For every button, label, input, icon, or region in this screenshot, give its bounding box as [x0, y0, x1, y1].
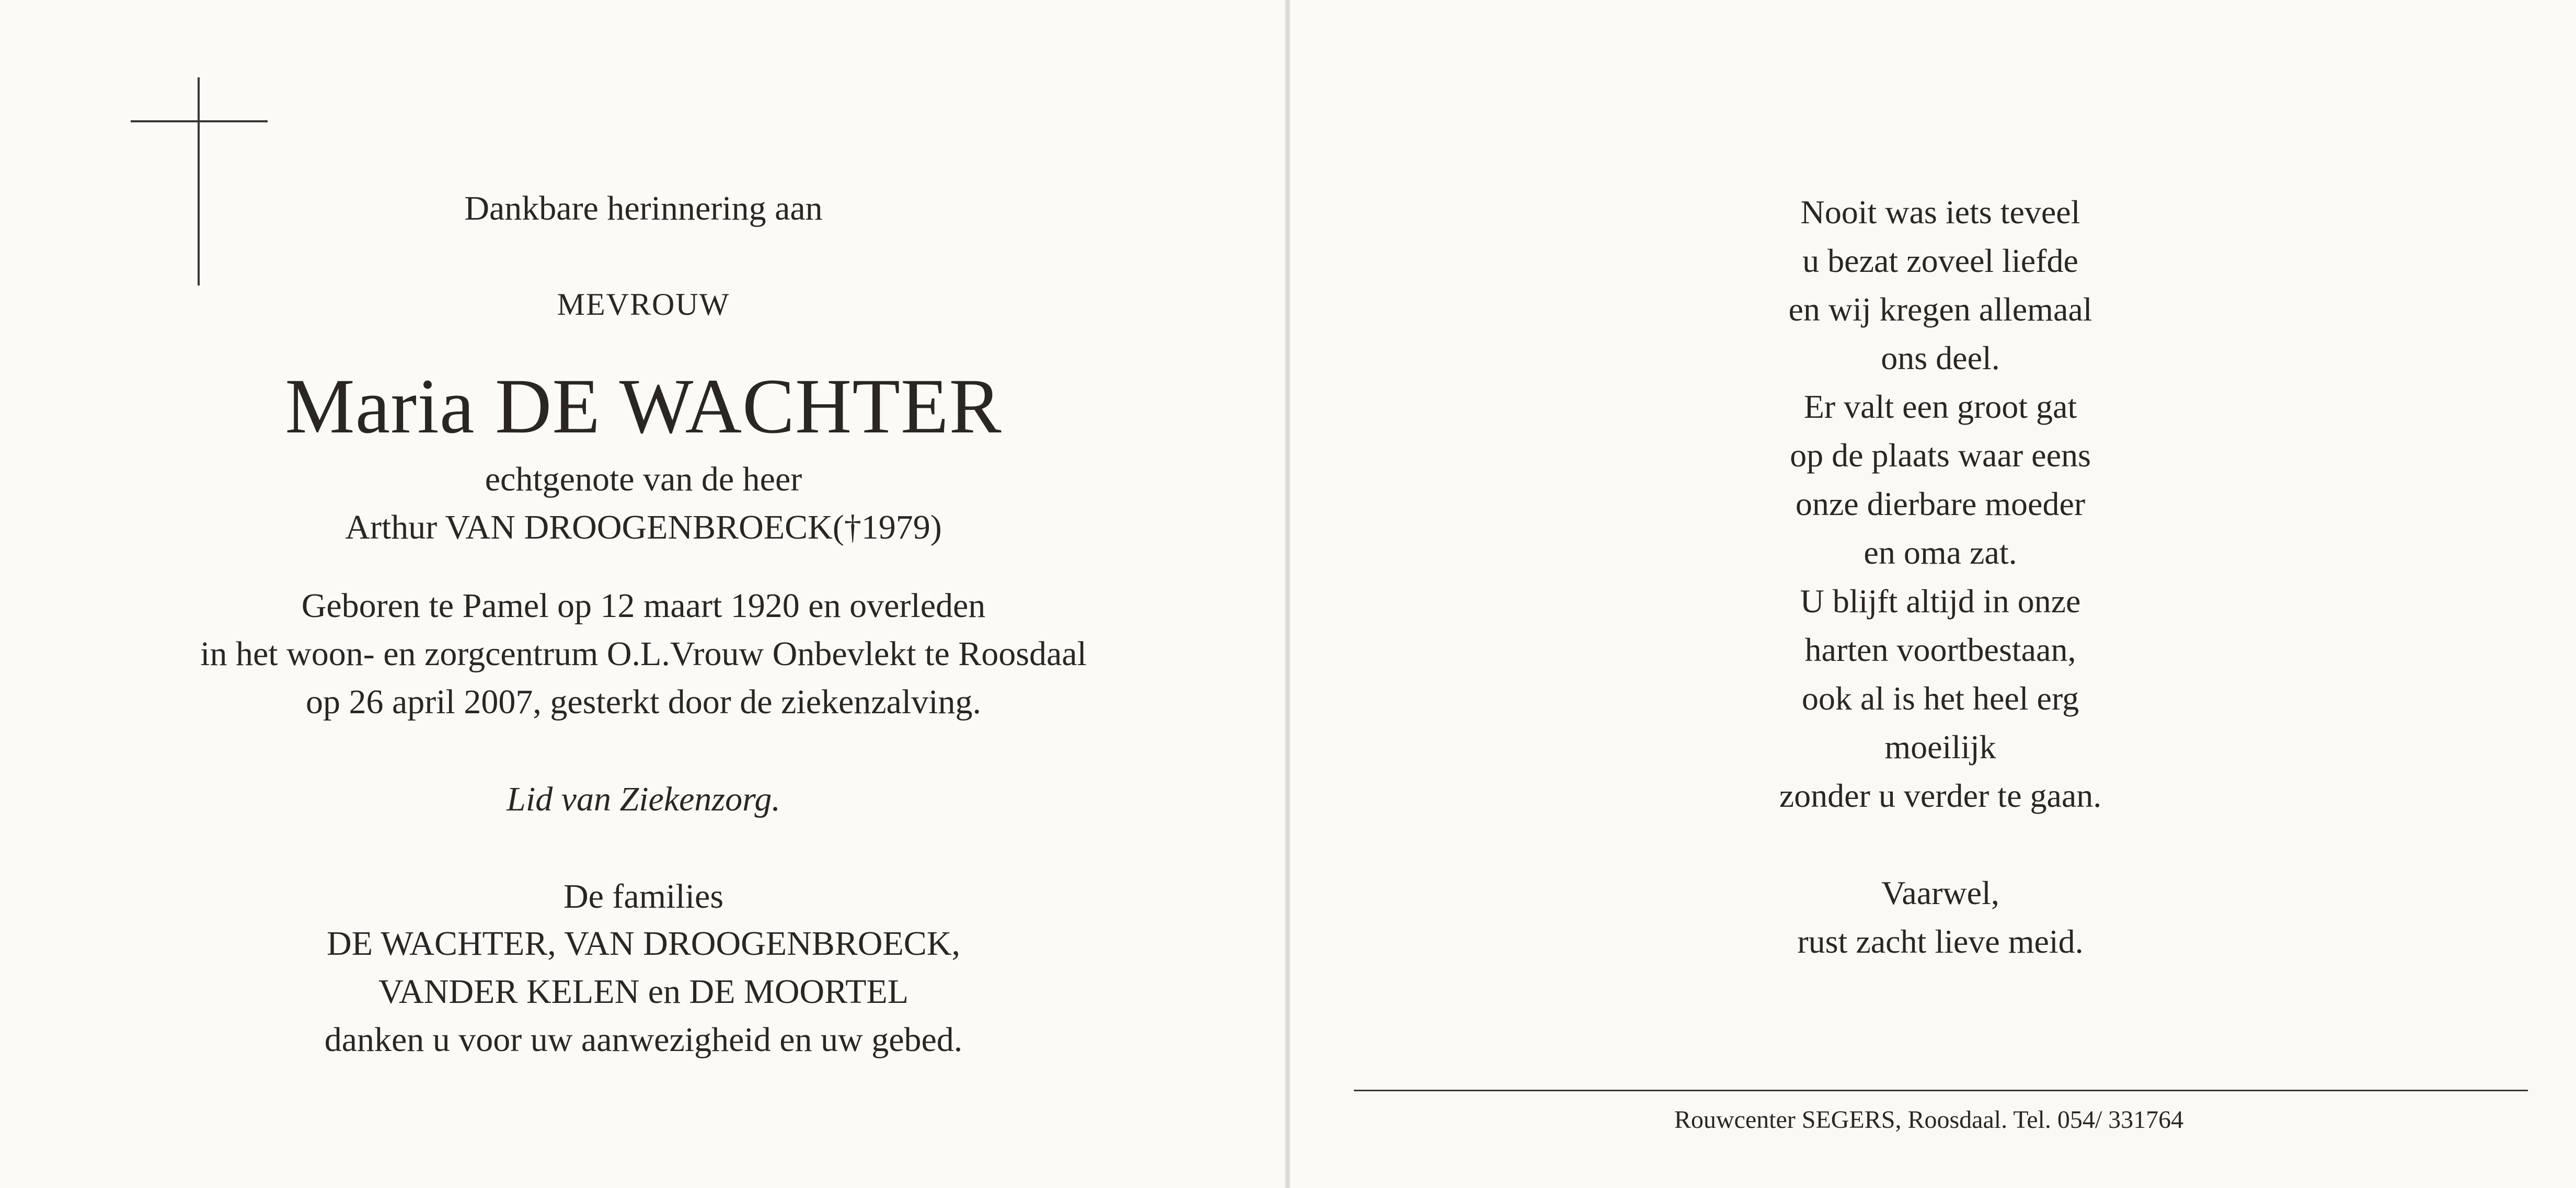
- cross-icon-horizontal: [131, 120, 268, 122]
- footer-rule: [1354, 1090, 2528, 1091]
- membership-text: Lid van Ziekenzorg.: [507, 780, 780, 818]
- intro-text: Dankbare herinnering aan: [464, 189, 823, 227]
- poem-line: Nooit was iets teveel: [1800, 193, 2080, 231]
- fold-divider: [1285, 0, 1290, 1188]
- bio-line-1: Geboren te Pamel op 12 maart 1920 en overleden: [301, 587, 986, 625]
- poem-line: u bezat zoveel liefde: [1802, 242, 2078, 279]
- poem-line: U blijft altijd in onze: [1800, 582, 2081, 620]
- poem-line: ook al is het heel erg: [1801, 680, 2079, 717]
- spouse-line-1: echtgenote van de heer: [485, 460, 802, 498]
- families-intro: De families: [563, 877, 724, 916]
- families-line-2: VANDER KELEN en DE MOORTEL: [378, 973, 909, 1011]
- poem-line: harten voortbestaan,: [1804, 631, 2076, 668]
- poem-line: en wij kregen allemaal: [1788, 291, 2092, 328]
- title-text: MEVROUW: [557, 287, 730, 322]
- poem-line: op de plaats waar eens: [1790, 437, 2091, 474]
- thanks-text: danken u voor uw aanwezigheid en uw gebed.: [324, 1021, 963, 1059]
- farewell-line-1: Vaarwel,: [1881, 874, 1999, 911]
- cross-icon-vertical: [198, 77, 200, 285]
- poem-line: moeilijk: [1884, 728, 1996, 766]
- bio-line-3: op 26 april 2007, gesterkt door de ziekenzalving.: [305, 683, 982, 721]
- poem-line: ons deel.: [1881, 339, 2000, 376]
- funeral-home-footer: Rouwcenter SEGERS, Roosdaal. Tel. 054/ 331764: [1674, 1106, 2184, 1134]
- bio-line-2: in het woon- en zorgcentrum O.L.Vrouw Onbevlekt te Roosdaal: [200, 635, 1087, 673]
- families-line-1: DE WACHTER, VAN DROOGENBROECK,: [327, 924, 960, 963]
- farewell-line-2: rust zacht lieve meid.: [1797, 923, 2084, 960]
- left-panel: [0, 0, 1285, 1188]
- poem-line: onze dierbare moeder: [1795, 485, 2086, 522]
- deceased-name: Maria DE WACHTER: [285, 363, 1002, 450]
- spouse-line-2: Arthur VAN DROOGENBROECK(†1979): [345, 508, 942, 546]
- poem-line: en oma zat.: [1864, 534, 2017, 571]
- poem-line: zonder u verder te gaan.: [1779, 777, 2102, 814]
- poem-line: Er valt een groot gat: [1803, 388, 2077, 425]
